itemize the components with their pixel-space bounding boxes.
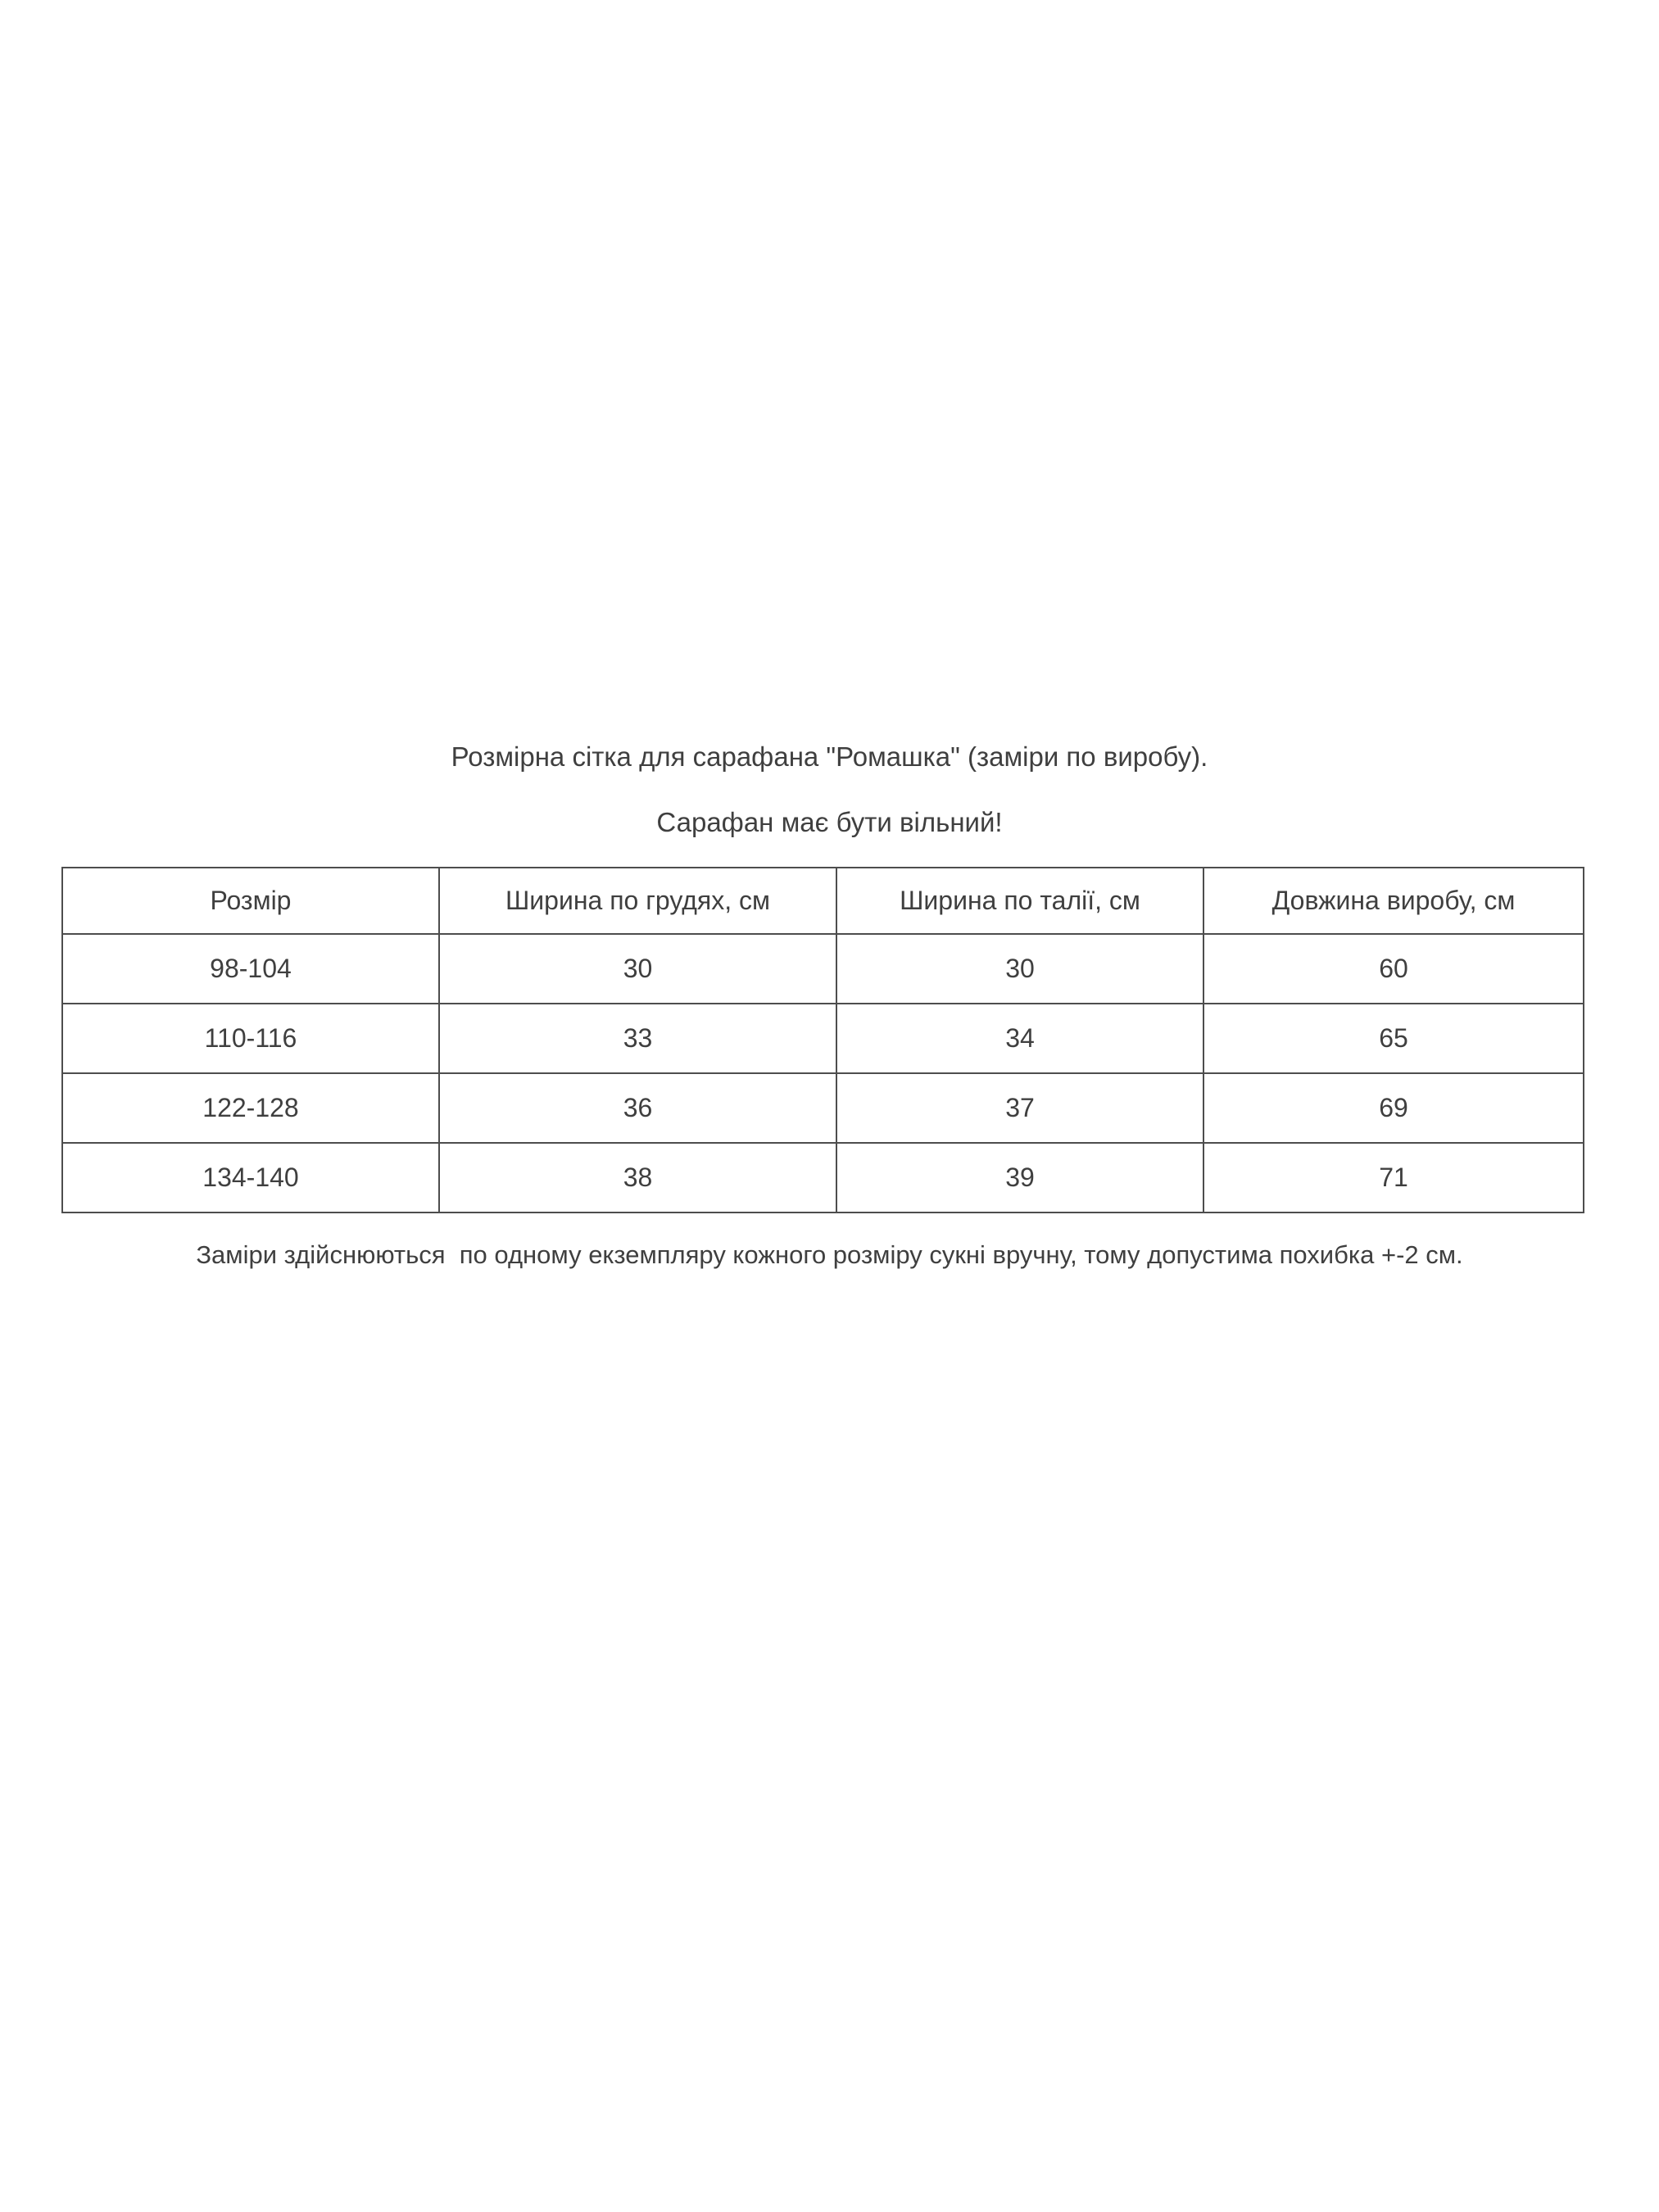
size-chart-header-row (62, 868, 1584, 934)
cell-product-length: 69 (1203, 1073, 1584, 1143)
cell-product-length: 60 (1203, 934, 1584, 1004)
cell-chest-width: 36 (439, 1073, 836, 1143)
cell-waist-width: 30 (836, 934, 1203, 1004)
cell-size: 98-104 (62, 934, 439, 1004)
cell-size: 122-128 (62, 1073, 439, 1143)
cell-waist-width: 37 (836, 1073, 1203, 1143)
measurement-note: Заміри здійснюються по одному екземпляру кожного розміру сукні вручну, тому допустима похибка +-2 см. (196, 1240, 1463, 1269)
table-row (62, 1073, 1584, 1143)
size-chart-table (61, 867, 1584, 1213)
cell-chest-width: 33 (439, 1004, 836, 1073)
cell-size: 110-116 (62, 1004, 439, 1073)
cell-chest-width: 30 (439, 934, 836, 1004)
cell-product-length: 65 (1203, 1004, 1584, 1073)
column-header-product-length: Довжина виробу, см (1203, 868, 1584, 934)
table-row (62, 1143, 1584, 1213)
cell-product-length: 71 (1203, 1143, 1584, 1213)
page-subtitle: Сарафан має бути вільний! (656, 807, 1003, 837)
cell-waist-width: 39 (836, 1143, 1203, 1213)
page-title: Розмірна сітка для сарафана "Ромашка" (заміри по виробу). (451, 741, 1208, 772)
cell-size: 134-140 (62, 1143, 439, 1213)
column-header-waist-width: Ширина по талії, см (836, 868, 1203, 934)
cell-chest-width: 38 (439, 1143, 836, 1213)
column-header-chest-width: Ширина по грудях, см (439, 868, 836, 934)
column-header-size: Розмір (62, 868, 439, 934)
cell-waist-width: 34 (836, 1004, 1203, 1073)
table-row (62, 934, 1584, 1004)
table-row (62, 1004, 1584, 1073)
